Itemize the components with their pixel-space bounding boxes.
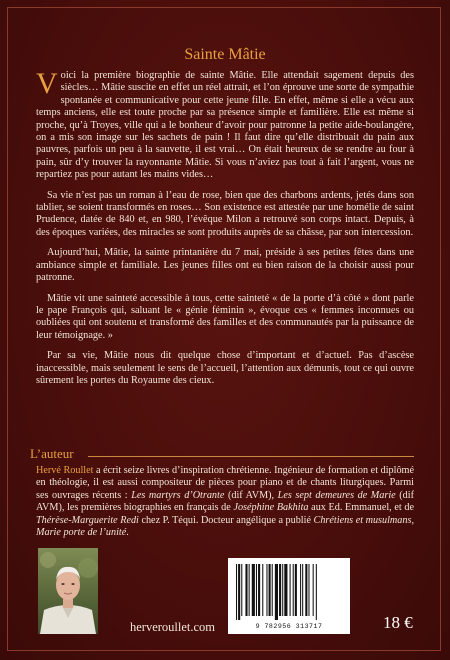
barcode-bar: [305, 564, 307, 616]
author-bio-part: chez P. Téqui. Docteur angélique a publié: [138, 514, 314, 526]
barcode-bar: [302, 564, 303, 616]
book-title-ref: Les martyrs d’Otrante: [131, 489, 225, 501]
barcode-bar: [300, 564, 301, 616]
author-divider: [88, 456, 414, 457]
summary-text: [36, 67, 414, 395]
barcode-bar: [269, 564, 271, 616]
author-website: herveroullet.com: [130, 620, 216, 634]
barcode-bar: [272, 564, 273, 616]
barcode-bar: [266, 564, 267, 616]
summary-paragraph-3: Aujourd’hui, Mâtie, la sainte printanière du 7 mai, préside à ses petites fêtes dans une ambiance simple et familiale. Les jeunes filles ont eu bien raison de la choisir aussi pour patronne.: [36, 247, 414, 284]
author-name: Hervé Roullet: [36, 465, 94, 476]
author-bio-part: .: [126, 527, 129, 539]
barcode-bar: [316, 564, 317, 620]
barcode-bar: [236, 564, 237, 620]
barcode-bar: [284, 564, 287, 616]
drop-cap: V: [36, 67, 58, 100]
summary-paragraph-4: Mâtie vit une sainteté accessible à tous, cette sainteté « de la porte d’à côté » dont parle le pape François qui, saluant le « génie féminin », évoque ces « femmes inconnues ou oubliées qui ont soutenu et transformé des familles et des communautés par la puissance de leur témoignage. »: [36, 292, 414, 341]
barcode-bar: [238, 564, 240, 620]
author-bio-part: (dif AVM), les premières biographies en français de: [36, 489, 415, 514]
price: 18 €: [383, 613, 413, 632]
barcode-bars: [228, 558, 350, 622]
barcode-bar: [258, 564, 260, 616]
barcode-bar: [262, 564, 263, 616]
summary-paragraph-1-text: oici la première biographie de sainte Mâtie. Elle attendait sagement depuis des siècles… Mâtie suscite en effet un réel attrait, et l’on éprouve une sorte de sympathie spontanée et communicative pour cette jeune fille. En effet, même si elle a vécu aux temps anciens, elle est toute proche par sa présence simple et familière. Elle est même si proche, qu’à Troyes, ville qui a le bonheur d’avoir pour patronne la petite aide-boulangère, on a mis son image sur les sachets de pain ! Il faut dire qu’elle distribuait du pain aux pauvres, parfois un peu à la sauvette, il est vrai… On était heureux de se rendre au four à pain, sûr d’y trouver la rayonnante Mâtie. Si vous n’aviez pas tout à fait l’argent, vous ne repartiez pas pour autant les mains vides…: [36, 70, 414, 181]
book-title-ref: Les sept demeures de Marie: [277, 489, 396, 501]
barcode-bar: [313, 564, 314, 616]
barcode-bar: [295, 564, 297, 616]
author-bio: [36, 465, 414, 539]
isbn-barcode: [228, 558, 350, 634]
barcode-bar: [256, 564, 257, 616]
summary-paragraph-1: [36, 67, 414, 182]
book-title: Sainte Mâtie: [184, 46, 266, 63]
barcode-bar: [290, 564, 291, 616]
barcode-bar: [241, 564, 242, 616]
author-bio-part: aux Ed. Emmanuel, et de: [308, 502, 414, 514]
barcode-bar: [245, 564, 247, 616]
summary-paragraph-5: Par sa vie, Mâtie nous dit quelque chose d’important et d’actuel. Pas d’ascèse inaccessible, mais seulement le sens de l’accueil, l’attention aux démunis, tout ce qui ouvre sûrement les portes du Royaume des cieux.: [36, 350, 414, 386]
author-photo: [38, 548, 98, 634]
book-title-ref: Chrétiens et musulmans, Marie porte de l’unité: [36, 514, 414, 539]
barcode-bar: [293, 564, 294, 616]
book-title-ref: Thérèse-Marguerite Redi: [36, 514, 139, 526]
author-bio-part: a écrit seize livres d’inspiration chrétienne. Ingénieur de formation et diplômé en théologie, il est aussi compositeur de pièces pour piano et de chants liturgiques. Parmi ses ouvrages récents :: [36, 465, 414, 501]
barcode-bar: [249, 564, 250, 616]
author-heading: L’auteur: [30, 446, 74, 461]
barcode-bar: [279, 564, 281, 616]
barcode-bar: [275, 564, 278, 620]
barcode-bar: [252, 564, 255, 616]
summary-paragraph-2: Sa vie n’est pas un roman à l’eau de rose, bien que des charbons ardents, jetés dans son tablier, se soient transformés en roses… Son existence est attestée par une homélie de saint Prudence, datée de 840 et, en 980, l’évêque Milon a retrouvé son corps intact. Depuis, à des époques variées, des miracles se sont produits auprès de sa châsse, par son intercession.: [36, 189, 414, 238]
barcode-bar: [282, 564, 283, 616]
barcode-digits: 9 782956 313717: [255, 623, 323, 630]
barcode-bar: [308, 564, 309, 616]
author-bio-part: (dif AVM),: [224, 489, 278, 501]
book-title-ref: Joséphine Bakhita: [233, 502, 309, 514]
